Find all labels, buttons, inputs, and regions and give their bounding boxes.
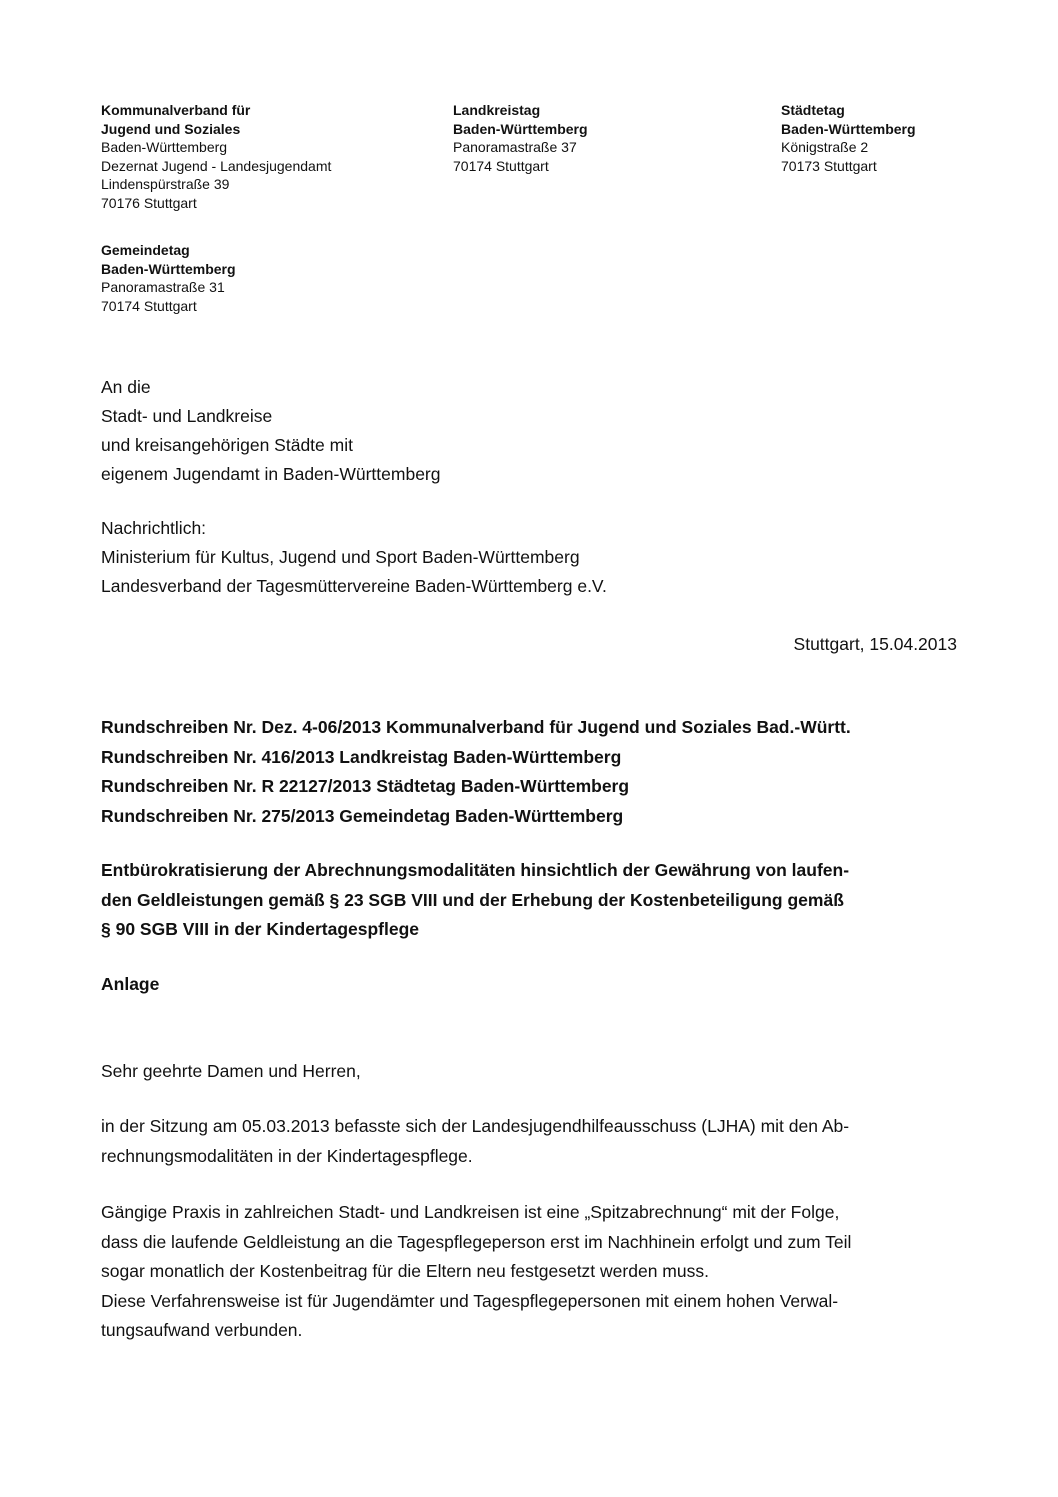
sender-block-kvjs: [101, 101, 331, 212]
sender-address-line: 70173 Stuttgart: [781, 157, 877, 174]
sender-address-line: 70176 Stuttgart: [101, 194, 197, 211]
body-paragraph: [101, 1112, 849, 1171]
sender-name-line: Gemeindetag: [101, 242, 190, 258]
addressee-line: eigenem Jugendamt in Baden-Württemberg: [101, 464, 441, 484]
circular-line: Rundschreiben Nr. Dez. 4-06/2013 Kommunalverband für Jugend und Soziales Bad.-Württ.: [101, 717, 851, 737]
body-paragraph: [101, 1198, 851, 1346]
sender-name-line: Städtetag: [781, 102, 845, 118]
sender-address-line: Panoramastraße 31: [101, 279, 225, 295]
paragraph-line: in der Sitzung am 05.03.2013 befasste sich der Landesjugendhilfeausschuss (LJHA) mit den Ab-: [101, 1116, 850, 1136]
sender-address-line: Königstraße 2: [781, 139, 869, 155]
circular-line: Rundschreiben Nr. 275/2013 Gemeindetag Baden-Württemberg: [101, 805, 624, 826]
sender-block-gemeindetag: [101, 241, 236, 315]
sender-name-line: Jugend und Soziales: [101, 120, 241, 137]
paragraph-line: tungsaufwand verbunden.: [101, 1320, 303, 1340]
sender-name-line: Baden-Württemberg: [101, 260, 236, 277]
sender-block-staedtetag: [781, 101, 916, 175]
circular-references: [101, 713, 851, 831]
sender-name-line: Baden-Württemberg: [781, 120, 916, 137]
subject-line: den Geldleistungen gemäß § 23 SGB VIII und der Erhebung der Kostenbeteiligung gemäß: [101, 889, 844, 910]
addressee-line: und kreisangehörigen Städte mit: [101, 435, 353, 455]
salutation: Sehr geehrte Damen und Herren,: [101, 1061, 361, 1081]
subject-line: § 90 SGB VIII in der Kindertagespflege: [101, 919, 420, 939]
paragraph-line: rechnungsmodalitäten in der Kindertagespflege.: [101, 1145, 473, 1166]
addressee-line: Stadt- und Landkreise: [101, 406, 273, 426]
cc-line: Landesverband der Tagesmüttervereine Baden-Württemberg e.V.: [101, 576, 607, 596]
paragraph-line: sogar monatlich der Kostenbeitrag für die Eltern neu festgesetzt werden muss.: [101, 1261, 709, 1281]
cc-line: Ministerium für Kultus, Jugend und Sport Baden-Württemberg: [101, 547, 580, 567]
sender-address-line: Lindenspürstraße 39: [101, 176, 230, 192]
sender-address-line: Panoramastraße 37: [453, 139, 577, 155]
cc-block: [101, 514, 607, 601]
sender-address-line: Baden-Württemberg: [101, 139, 228, 155]
sender-address-line: 70174 Stuttgart: [101, 297, 197, 314]
subject-heading: [101, 856, 849, 945]
letter-date: Stuttgart, 15.04.2013: [793, 634, 957, 654]
paragraph-line: Diese Verfahrensweise ist für Jugendämter und Tagespflegepersonen mit einem hohen Verwal-: [101, 1290, 839, 1311]
attachment-label: Anlage: [101, 974, 160, 994]
sender-name-line: Baden-Württemberg: [453, 120, 588, 137]
sender-name-line: Kommunalverband für: [101, 102, 251, 118]
cc-label: Nachrichtlich:: [101, 518, 207, 538]
subject-line: Entbürokratisierung der Abrechnungsmodalitäten hinsichtlich der Gewährung von laufen-: [101, 860, 850, 880]
paragraph-line: Gängige Praxis in zahlreichen Stadt- und Landkreisen ist eine „Spitzabrechnung“ mit der Folge,: [101, 1202, 840, 1222]
sender-address-line: Dezernat Jugend - Landesjugendamt: [101, 157, 332, 174]
sender-block-landkreistag: [453, 101, 588, 175]
sender-name-line: Landkreistag: [453, 102, 541, 118]
circular-line: Rundschreiben Nr. R 22127/2013 Städtetag Baden-Württemberg: [101, 776, 630, 796]
circular-line: Rundschreiben Nr. 416/2013 Landkreistag Baden-Württemberg: [101, 746, 622, 767]
paragraph-line: dass die laufende Geldleistung an die Tagespflegeperson erst im Nachhinein erfolgt und zum Teil: [101, 1231, 852, 1252]
sender-address-line: 70174 Stuttgart: [453, 157, 549, 174]
addressee-block: [101, 373, 441, 489]
addressee-line: An die: [101, 377, 151, 397]
